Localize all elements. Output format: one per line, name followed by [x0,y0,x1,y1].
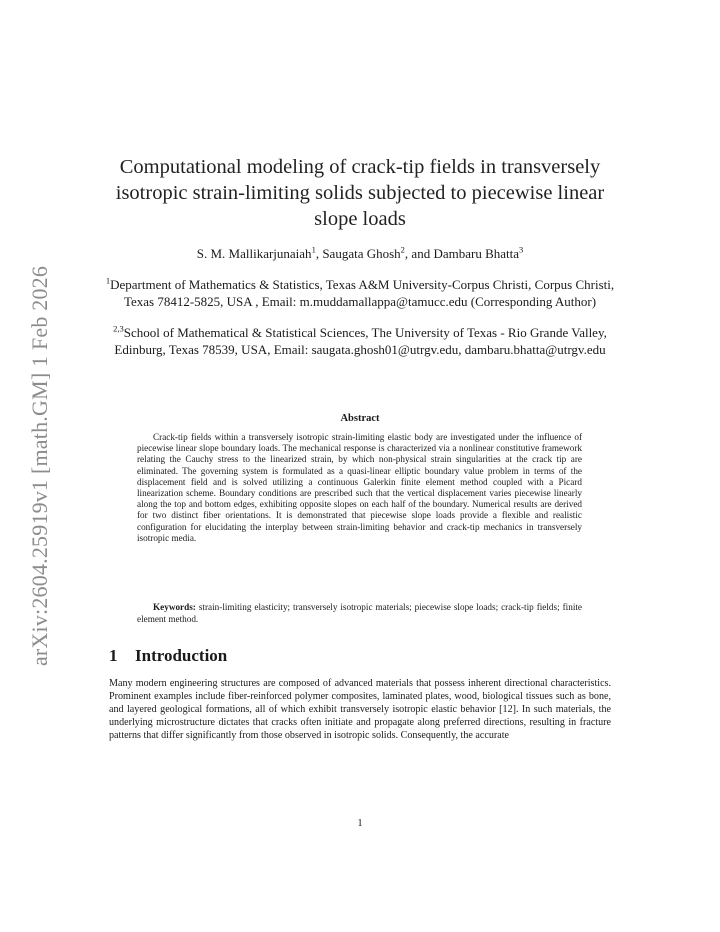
abstract-heading: Abstract [340,413,380,424]
section-number: 1 [109,646,118,665]
author-list [100,245,620,262]
author-affiliation-marker: 3 [519,244,524,255]
section-heading [109,646,227,666]
keywords-label: Keywords: [153,602,196,612]
author-separator: , [315,246,323,261]
affiliation-text: School of Mathematical & Statistical Sciences, The University of Texas - Rio Grande Valley, Edinburg, Texas 78539, USA, Email: saugata.ghosh01@utrgv.edu, dambaru.bhatta@utrgv.edu [114,325,607,357]
section-title: Introduction [135,646,228,665]
page-number: 1 [357,818,363,829]
keywords [137,601,582,625]
author-name: Dambaru Bhatta [433,246,520,261]
keywords-text: strain-limiting elasticity; transversely isotropic materials; piecewise slope loads; crack-tip fields; finite element method. [137,602,583,625]
affiliation-marker: 1 [105,275,111,286]
affiliation-marker: 2,3 [113,323,124,334]
author-name: S. M. Mallikarjunaiah [196,246,312,261]
affiliation [100,276,620,310]
author-affiliation-marker: 2 [400,244,405,255]
author-affiliation-marker: 1 [311,244,316,255]
affiliation [100,324,620,358]
arxiv-stamp: arXiv:2604.25919v1 [math.GM] 1 Feb 2026 [27,265,52,667]
affiliation-text: Department of Mathematics & Statistics, Texas A&M University-Corpus Christi, Corpus Christi, Texas 78412-5825, USA , Email: m.muddamallappa@tamucc.edu (Corresponding Author) [110,277,615,309]
abstract-body: Crack-tip fields within a transversely isotropic strain-limiting elastic body are investigated under the influence of piecewise linear slope boundary loads. The mechanical response is characterized via a nonlinear constitutive framework relating the Cauchy stress to the linearized strain, by which non-physical strain singularities at the crack tip are eliminated. The governing system is formulated as a quasi-linear elliptic boundary value problem in terms of the displacement field and is solved utilizing a continuous Galerkin finite element method coupled with a Picard linearization scheme. Boundary conditions are prescribed such that the vertical displacement varies piecewise linearly along the top and bottom edges, exhibiting opposite slopes on each half of the boundary. Numerical results are derived for two distinct fiber orientations. It is demonstrated that piecewise slope loads provide a flexible and realistic configuration for elucidating the interplay between strain-limiting behavior and crack-tip mechanics in transversely isotropic media. [137,432,582,543]
paper-title: Computational modeling of crack-tip fields in transversely isotropic strain-limiting solids subjected to piecewise linear slope loads [115,156,605,230]
author-name: Saugata Ghosh [322,246,401,261]
author-separator: , and [404,246,434,261]
section-body: Many modern engineering structures are composed of advanced materials that possess inherent directional characteristics. Prominent examples include fiber-reinforced polymer composites, laminated plates, wood, biological tissues such as bone, and layered geological formations, all of which exhibit transversely isotropic elastic behavior [12]. In such materials, the underlying microstructure dictates that cracks often initiate and propagate along preferred directions, resulting in fracture patterns that differ significantly from those observed in isotropic solids. Consequently, the accurate [109,678,611,742]
